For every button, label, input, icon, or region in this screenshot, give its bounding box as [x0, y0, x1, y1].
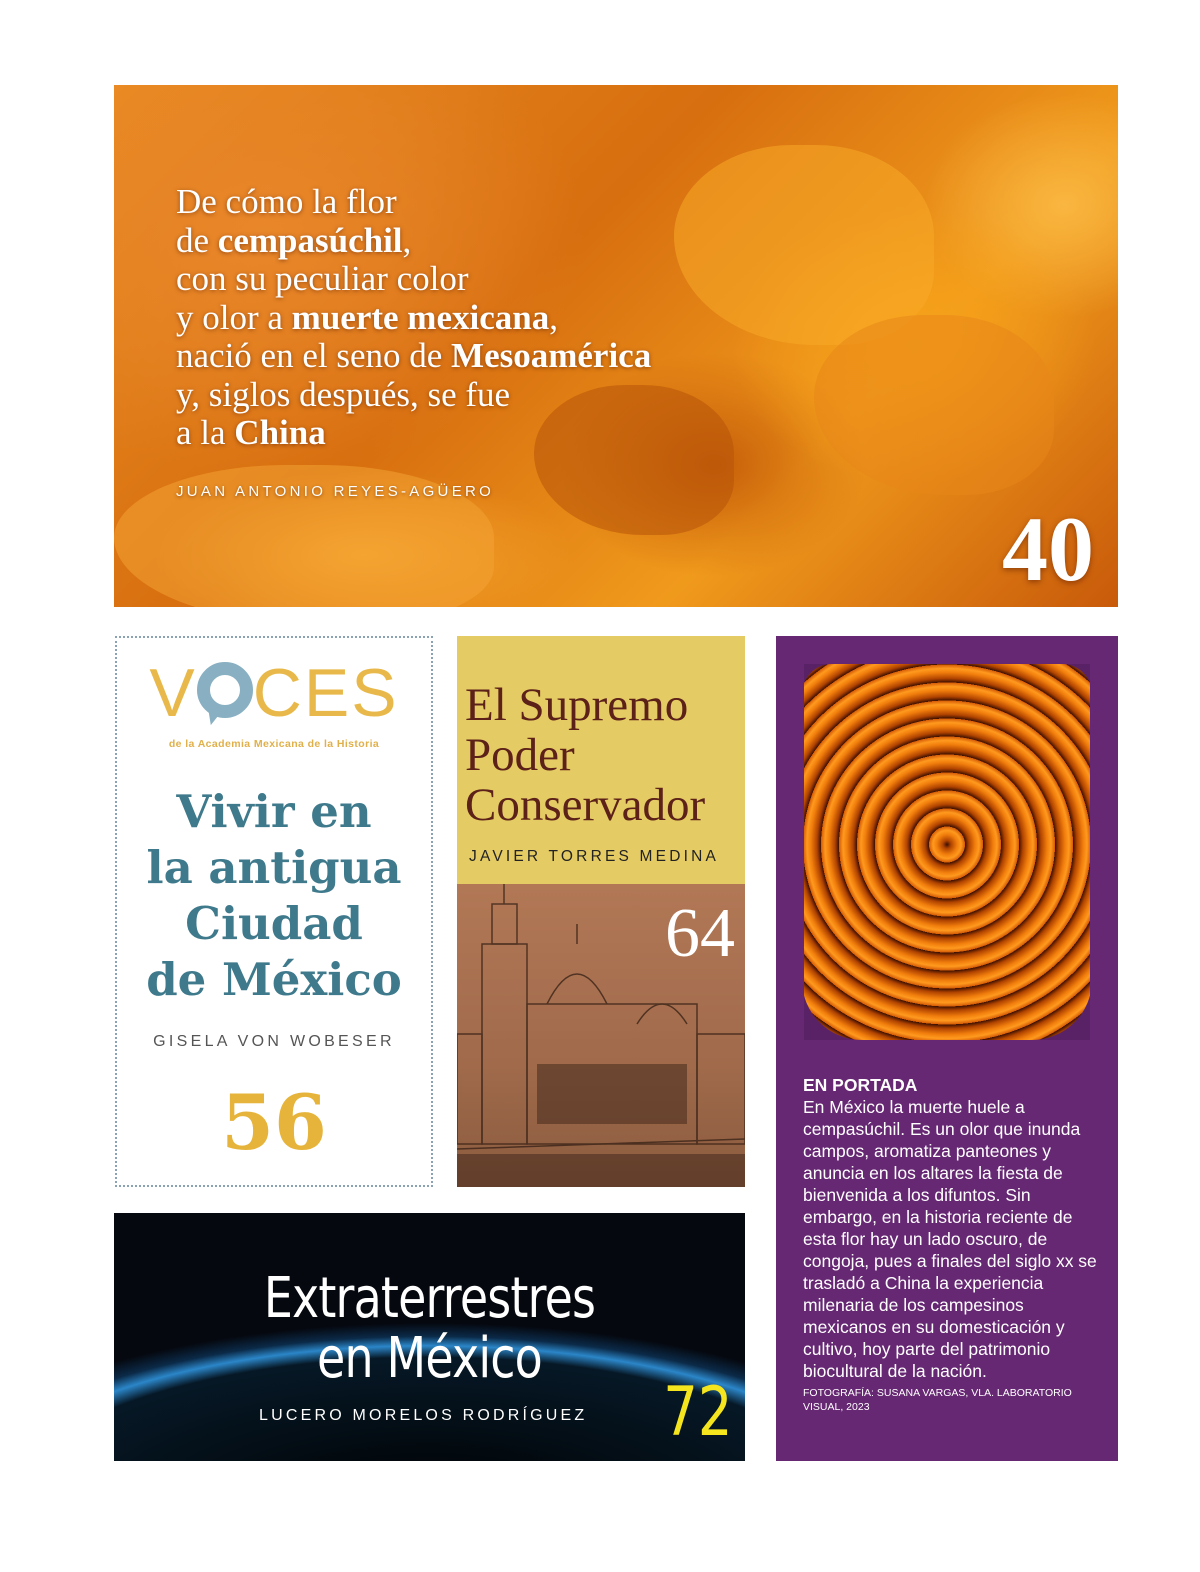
title-line: [176, 414, 651, 453]
title-line: [176, 376, 651, 415]
title-text: nació en el seno de: [176, 336, 452, 375]
title-text: ,: [549, 297, 558, 337]
title-emphasis: Mesoamérica: [451, 336, 652, 375]
page-number: 56: [221, 1078, 327, 1167]
title-line: la antigua: [146, 841, 402, 894]
speech-bubble-icon: [197, 662, 253, 718]
article-card-supremo-poder[interactable]: [457, 636, 745, 884]
article-author: LUCERO MORELOS RODRÍGUEZ: [259, 1407, 588, 1424]
cover-info-panel: [776, 636, 1118, 1461]
title-line: Conservador: [465, 779, 706, 831]
article-author: GISELA VON WOBESER: [153, 1033, 395, 1050]
title-line: [176, 260, 651, 299]
title-text: y olor a: [176, 297, 292, 337]
article-banner-cempasuchil[interactable]: [114, 85, 1118, 607]
title-text: y, siglos después, se fue: [176, 374, 511, 414]
article-author: JAVIER TORRES MEDINA: [469, 848, 720, 865]
voces-logo: V CES: [149, 655, 399, 731]
title-text: a la: [176, 413, 235, 452]
cover-description: [803, 1074, 1103, 1414]
title-line: [176, 337, 651, 376]
flower-photo-detail: [814, 315, 1054, 495]
title-line: Vivir en: [176, 785, 372, 838]
cover-flower-photo: [804, 664, 1090, 1040]
title-text: De cómo la flor: [176, 182, 397, 221]
marigold-image: [804, 664, 1090, 1040]
title-line: Ciudad: [185, 897, 363, 950]
title-line: en México: [317, 1326, 542, 1391]
title-line: [176, 183, 651, 222]
title-line: Extraterrestres: [263, 1266, 596, 1331]
title-emphasis: muerte mexicana: [291, 297, 550, 337]
article-title: [176, 183, 651, 453]
article-title: [465, 680, 705, 830]
title-line: Poder: [465, 729, 575, 781]
page-number: 72: [663, 1373, 733, 1452]
cover-heading: EN PORTADA: [803, 1075, 918, 1095]
title-emphasis: China: [234, 413, 326, 452]
title-line: de México: [146, 953, 402, 1006]
title-text: de: [176, 220, 218, 260]
cover-body: En México la muerte huele a cempasúchil. Es un olor que inunda campos, aromatiza panteones y anuncia en los altares la fiesta de bienvenida a los difuntos. Sin embargo, en la historia reciente de esta flor hay un lado oscuro, de congoja, pues a finales del siglo xx se trasladó a China la experiencia milenaria de los campesinos mexicanos en su domesticación y cultivo, hoy parte del patrimonio biocultural de la nación.: [803, 1097, 1097, 1381]
historic-engraving-image: [457, 884, 745, 1187]
title-line: El Supremo: [465, 679, 689, 731]
article-title: [171, 1266, 688, 1391]
article-card-voces[interactable]: [115, 636, 433, 1187]
article-author: JUAN ANTONIO REYES-AGÜERO: [176, 483, 495, 500]
title-line: [176, 222, 651, 261]
photo-credit: FOTOGRAFÍA: SUSANA VARGAS, VLA. LABORATORIO VISUAL, 2023: [803, 1387, 1072, 1413]
page-number: 40: [1002, 498, 1094, 600]
title-text: con su peculiar color: [176, 259, 469, 298]
page-number: 64: [665, 895, 735, 972]
title-line: [176, 299, 651, 338]
title-text: ,: [402, 220, 412, 260]
flower-photo-detail: [674, 145, 934, 345]
voces-logo-subtitle: de la Academia Mexicana de la Historia: [168, 738, 380, 750]
title-emphasis: cempasúchil: [217, 220, 403, 260]
article-title: [117, 784, 431, 1008]
article-card-extraterrestres[interactable]: [114, 1213, 745, 1461]
